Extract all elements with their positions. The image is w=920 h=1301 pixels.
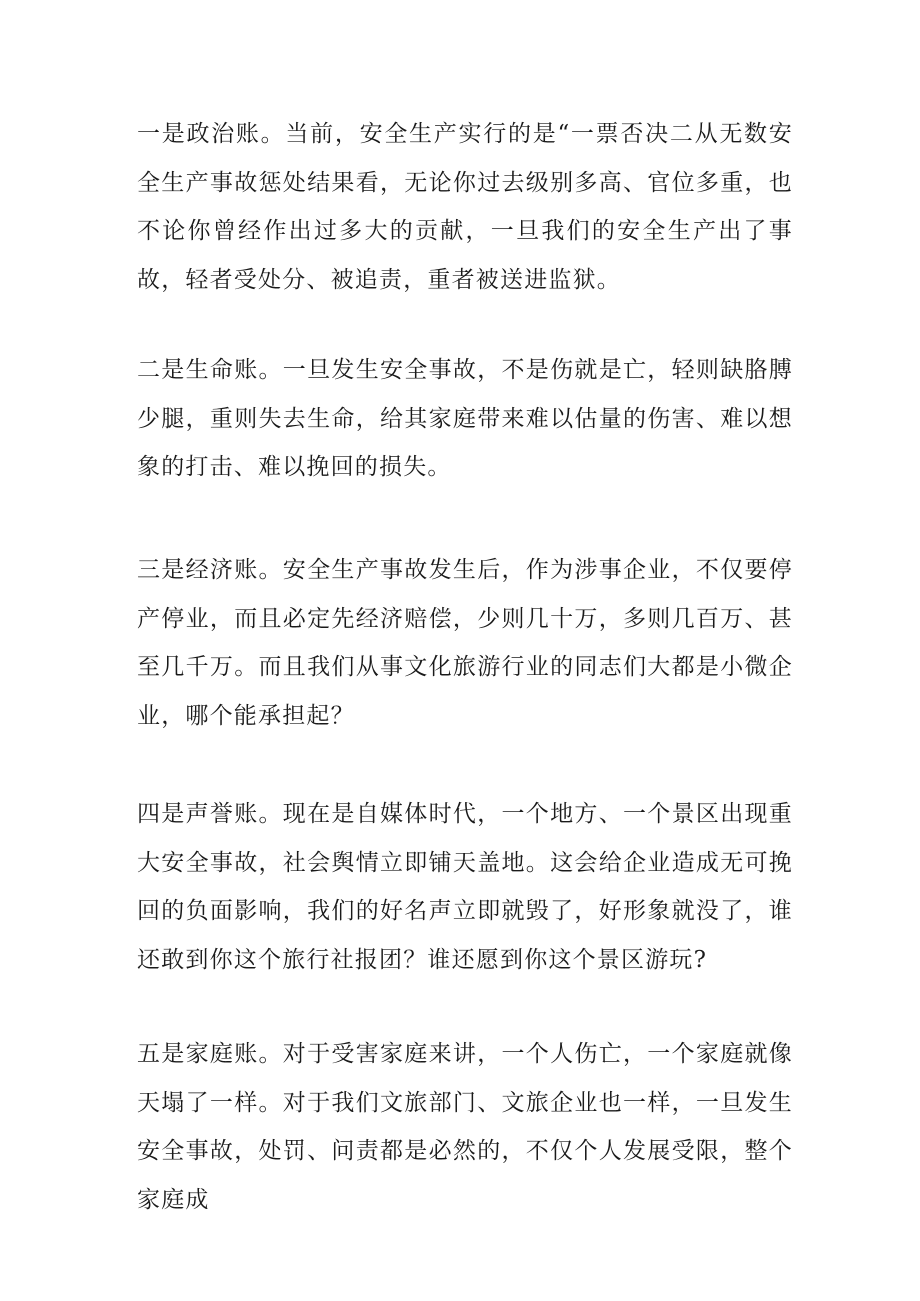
paragraph-political: 一是政治账。当前，安全生产实行的是“一票否决二从无数安全生产事故惩处结果看，无论你过去级别多高、官位多重，也不论你曾经作出过多大的贡献，一旦我们的安全生产出了事故，轻者受处分、被追责，重者被送进监狱。	[137, 121, 793, 293]
paragraph-life: 二是生命账。一旦发生安全事故，不是伤就是亡，轻则缺胳膊少腿，重则失去生命，给其家庭带来难以估量的伤害、难以想象的打击、难以挽回的损失。	[137, 357, 793, 480]
paragraph-family: 五是家庭账。对于受害家庭来讲，一个人伤亡，一个家庭就像天塌了一样。对于我们文旅部门、文旅企业也一样，一旦发生安全事故，处罚、问责都是必然的，不仅个人发展受限，整个家庭成	[137, 1041, 793, 1213]
paragraph-reputation: 四是声誉账。现在是自媒体时代，一个地方、一个景区出现重大安全事故，社会舆情立即铺天盖地。这会给企业造成无可挽回的负面影响，我们的好名声立即就毁了，好形象就没了，谁还敢到你这个旅行社报团？谁还愿到你这个景区游玩?	[137, 801, 793, 973]
paragraph-economic: 三是经济账。安全生产事故发生后，作为涉事企业，不仅要停产停业，而且必定先经济赔偿，少则几十万，多则几百万、甚至几千万。而且我们从事文化旅游行业的同志们大都是小微企业，哪个能承担起？	[137, 557, 793, 729]
